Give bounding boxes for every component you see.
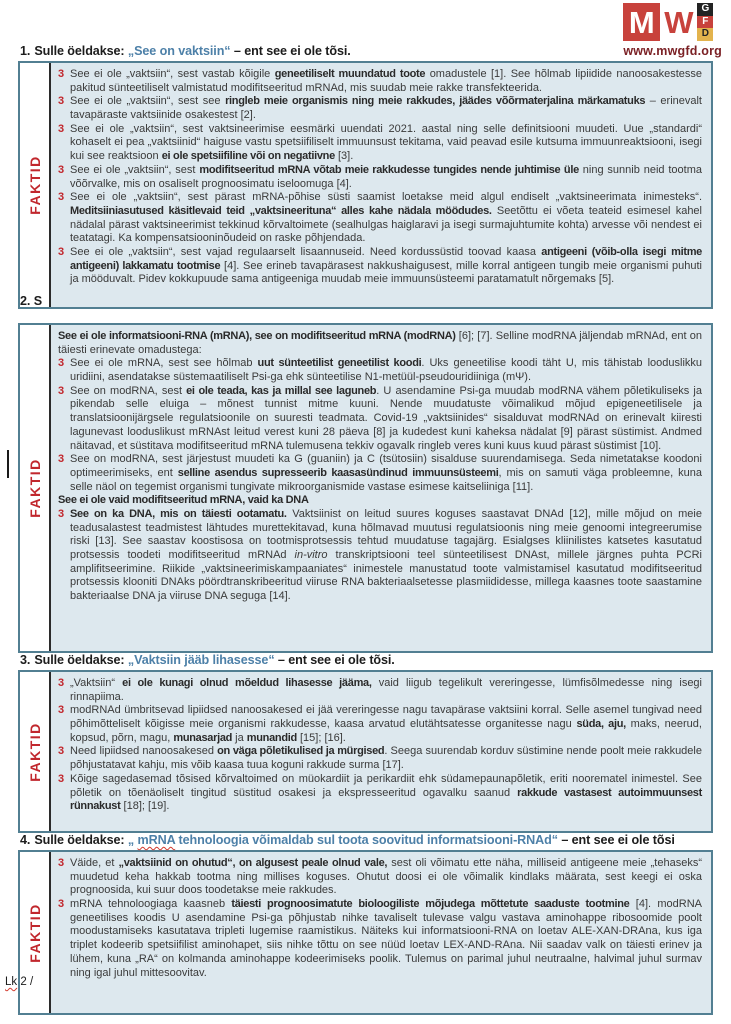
fact-item-marker: 3 [58, 772, 65, 785]
text-segment: [18]; [19]. [120, 800, 170, 813]
fact-item-marker: 3 [58, 95, 65, 108]
text-segment: ei ole spetsiifiline või on negatiivne [161, 150, 335, 163]
fact-item [58, 508, 702, 604]
facts-box-1 [18, 61, 713, 309]
fact-item [58, 745, 702, 772]
fact-item-text [70, 357, 702, 384]
heading-lead: Sulle öeldakse: [34, 833, 128, 847]
text-segment: „Vaktsiin jääb lihasesse“ [127, 653, 275, 667]
text-segment: Seetõttu ei võeta teateid esimesel kahel nädalal pärast vaktsineerimist tekkinud kõrvaltoimete (sealhulgas haiglaravi ja isegi surmajuhtumite kohta) arvesse või nendest ei teatatagi. Ka kompensatsiooninõudeid on raske põhjendada. [70, 204, 702, 245]
text-segment: Vaktsiinist on leitud suures koguses saastavat DNAd [12], mille mõjud on meie teadusalastest teadmistest lähtudes murettekitavad, kuna hõlmavad muutusi regulatsioonis ning meie genoomi integreerumise riski [13]. See saastav koostisosa on tootmisprotsessis tehtud muudatuse tagajärg. Esialgses kliinilistes katsetes kasutatud protsessis toodeti modifitseeritud mRNAd [70, 507, 702, 561]
text-segment: [4]. modRNA geneetilises koodis U asendamine Psi-ga põhjustab nihke tavaliselt tulevase valgu vastava aminohappe ribosoomide poolt moodustamiseks kasutatava tripleti lugemise raamistikus. Näiteks kui informatsiooni-RNA on loetav ALE-XAN-DRAna, kus iga triplet kodeerib spetsiifilist aminohapet, siis nihke tõttu on see nüüd loetav LEX-AND-RAna. Nii saadav valk on täiesti erinev ja lühem, kuna „RA“ on kolmanda aminohappe kodeerimiseks poolik. Tulemus on parimal juhul neutraalne, halvimal juhul surmav ning igal juhul mittesoovitav. [70, 898, 702, 979]
fact-item-text [70, 508, 702, 604]
text-cursor-artifact [7, 450, 9, 478]
fact-item [58, 246, 702, 287]
text-segment: uut sünteetilist geneetilist koodi [257, 357, 422, 370]
text-segment: . U asendamine Psi-ga muudab modRNA vähem põletikuliseks ja pikendab selle eluiga – mõnest tunnist mitme kuuni. Nende muudatuste võimalikud mõjud epigeneetilisele ja translatsioonijärgsele regulatsioonile on suuresti teadmata. Covid-19 „vaktsiinides“ sisalduvat modRNAd on erinevalt kiiresti lagunevast looduslikust mRNAst leitud verest kuni 28 päeva [8] ja kudedest kuni kaheksa nädalat [9] pärast süstimist. Andmed näitavad, et süstitava modifitseeritud mRNA tulemusena tekkiv ogavalk ringleb veres kuni kuus kuud pärast süstimist [10]. [70, 384, 702, 452]
text-segment: transkriptsiooni teel sünteetilisest DNAst, millele järgnes puhta PCRi amplifitseerimine. Riikide „vaktsineerimiskampaaniates“ inimestele manustatud toote valmistamisel kasutatud modifitseeritud protsessis klooniti DNAks pöördtranskribeeritud viiruse RNA bakteriaalsetesse plasmiididesse, millega kaasnes toote saastamine bakteriaalse DNA ja viiruse DNA seguga [14]. [70, 549, 702, 603]
fact-item-text [70, 385, 702, 453]
facts-box-content [51, 63, 711, 307]
facts-box-content [51, 672, 711, 831]
text-segment: ning sunnib neid tootma võõrvalke, mis on osaliselt prognoosimatu iseloomuga [4]. [70, 163, 702, 190]
text-segment: mRNA [137, 833, 176, 847]
text-segment: selline asendus supresseerib kaasasündinud immuunsüsteemi [177, 466, 499, 479]
text-segment: See ei ole „vaktsiin“, sest vastab kõigile [70, 68, 275, 80]
section-number: 3. [20, 653, 31, 667]
section-4-heading [20, 833, 731, 847]
text-segment: geneetiliselt muundatud toote [274, 68, 426, 80]
text-segment: See ei ole vaid modifitseeritud mRNA, vaid ka DNA [58, 494, 309, 507]
fact-item-marker: 3 [58, 68, 65, 80]
text-segment: Lk [5, 976, 18, 988]
text-segment: See ei ole informatsiooni-RNA (mRNA), see on modifitseeritud mRNA (modRNA) [58, 330, 456, 342]
fact-item-marker: 3 [58, 507, 65, 520]
text-segment: munandid [246, 731, 297, 744]
text-segment: süda, aju, [576, 718, 626, 731]
text-segment: rakkude vastasest autoimmuunsest rünnakust [70, 786, 702, 813]
fact-item [58, 704, 702, 745]
text-segment: See ei ole „vaktsiin“, sest pärast mRNA-põhise süsti saamist loetakse meid algul endiselt „vaktsineerimata inimesteks“. [70, 191, 702, 204]
fact-item-marker: 3 [58, 122, 65, 135]
text-segment: ringleb meie organismis ning meie rakkudes, jäädes võõrmaterjalina märkamatuks [225, 95, 646, 108]
heading-quote [128, 44, 231, 58]
fact-item-text [70, 677, 702, 704]
text-segment: 2 / [17, 976, 34, 988]
text-segment: ja [232, 731, 247, 744]
text-segment: See ei ole „vaktsiin“, sest vaktsineerimise eesmärki uuendati 2021. aastal ning selle definitsiooni muudeti. Uue „standardi“ kohaselt ei pea „vaktsiinid“ haiguse vastu spetsiifiliselt immuunsust tekitama, vaid peavad esile kutsuma immuunreaktsiooni, isegi kui see reaktsioon [70, 122, 702, 163]
fact-item-marker: 3 [58, 245, 65, 258]
text-segment: See ei ole „vaktsiin“, sest vajad regulaarselt lisaannuseid. Need kordussüstid toovad kaasa [70, 245, 542, 258]
text-segment: [3]. [334, 150, 354, 163]
text-segment: „ [127, 833, 138, 847]
fact-item [58, 191, 702, 246]
fact-item-text [70, 246, 702, 287]
text-segment: – erinevalt tavapäraste vaktsiinide osakestest [2]. [70, 95, 702, 122]
faktid-label: FAKTID [26, 155, 43, 215]
fact-item-marker: 3 [58, 704, 65, 717]
fact-item [58, 453, 702, 494]
text-segment: Kõige sagedasemad tõsised kõrvaltoimed on müokardiit ja perikardiit ehk südamepaunapõletik, eriti noorematel inimestel. See põletik on tõenäoliselt tingitud süstitud osakesi ja ekspresseeritud ogavalku saanud [70, 772, 702, 799]
fact-item-marker: 3 [58, 677, 65, 689]
text-segment: „vaktsiinid on ohutud“, on algusest peale olnud vale, [118, 857, 388, 869]
text-segment: omadustele [1]. See hõlmab lipiidide nanoosakestesse pakitud sünteetiliselt valmistatud modifitseeritud mRNAd, mis suudab meie rakke transfekteerida. [70, 68, 702, 94]
text-segment: Meditsiiniasutused käsitlevaid teid „vaktsineerituna“ alles kahe nädala möödudes. [70, 204, 492, 217]
mwgfd-logo [623, 3, 722, 58]
text-segment: See ei ole mRNA, sest see hõlmab [70, 357, 258, 370]
fact-item [58, 164, 702, 191]
spacer [0, 309, 731, 315]
text-segment: See on ka DNA, mis on täiesti ootamatu. [70, 507, 287, 520]
text-segment: [4]. See erineb tavapärasest nakkushaigusest, mille korral antigeen tungib meie organismi puhuti ja mööduvalt. Pidev kokkupuude sama antigeeniga muudab meie immuunsüsteemi paratamatult nõrgemaks [5]. [70, 259, 702, 286]
fact-item-marker: 3 [58, 898, 65, 911]
heading-quote [128, 833, 558, 847]
page-number [5, 976, 33, 988]
fact-item [58, 68, 702, 95]
mwgfd-logo-letters [623, 3, 722, 41]
fact-item [58, 773, 702, 814]
text-segment: See on modRNA, sest järjestust muudeti ka G (guaniin) ja C (tsütosiin) sisalduse suurendamisega. Seda nimetatakse koodoni optimeerimiseks, ent [70, 453, 702, 479]
logo-letter-w: W [660, 3, 697, 41]
fact-item [58, 385, 702, 453]
faktid-label: FAKTID [26, 721, 43, 782]
section-number: 4. [20, 833, 31, 847]
fact-paragraph [58, 494, 702, 508]
fact-item-marker: 3 [58, 384, 65, 397]
fact-item [58, 857, 702, 898]
text-segment: [6]; [7]. Selline modRNA jäljendab mRNAd, ent on täiesti erinevate omadustega: [58, 330, 702, 356]
section-2-heading-truncated: 2. S [20, 294, 43, 308]
fact-item-text [70, 68, 702, 95]
heading-lead: Sulle öeldakse: [34, 44, 128, 58]
fact-item-marker: 3 [58, 745, 65, 758]
fact-item-marker: 3 [58, 163, 65, 176]
logo-letter-m: M [623, 3, 660, 41]
facts-box-content [51, 325, 711, 651]
fact-item-text [70, 704, 702, 745]
faktid-sidebar [20, 325, 51, 651]
heading-tail: – ent see ei ole tõsi. [230, 44, 351, 58]
logo-letter-d: D [697, 28, 713, 41]
text-segment: maks, neerud, kopsud, põrn, magu, [70, 718, 702, 744]
text-segment: täiesti prognoosimatute bioloogiliste mõjudega mõttetute saaduste tootmine [231, 898, 630, 911]
mwgfd-url[interactable]: www.mwgfd.org [623, 44, 722, 58]
faktid-sidebar [20, 672, 51, 831]
facts-box-4 [18, 850, 713, 1015]
text-segment: See on modRNA, sest [70, 384, 187, 397]
text-segment: „See on vaktsiin“ [127, 44, 231, 58]
text-segment: Väide, et [70, 857, 119, 869]
faktid-label: FAKTID [26, 902, 43, 963]
text-segment: antigeeni (võib-olla isegi mitme antigeeni) lakkamatu tootmise [70, 245, 702, 272]
fact-item-text [70, 191, 702, 246]
heading-lead: Sulle öeldakse: [34, 653, 128, 667]
facts-box-2 [18, 323, 713, 653]
text-segment: . Seega suurendab korduv süstimine nende poolt meie rakkudele põhjustatavat kahju, mis võib kaasa tuua koguni rakkude surma [17]. [70, 745, 702, 772]
text-segment: , mis on samuti väga probleemne, kuna selle näol on tegemist organismi tungivate mikroorganismide vastase esimese kaitseliiniga [11]. [70, 466, 702, 493]
fact-item-text [70, 95, 702, 122]
text-segment: vaid liigub tegelikult vereringesse, lümfisõlmedesse ning isegi rinnapiima. [70, 677, 702, 703]
text-segment: mRNA tehnoloogiaga kaasneb [70, 898, 232, 911]
text-segment: tehnoloogia võimaldab sul toota soovitud informatsiooni-RNAd“ [175, 833, 558, 847]
heading-tail: – ent see ei ole tõsi. [274, 653, 395, 667]
fact-item-text [70, 453, 702, 494]
fact-item [58, 357, 702, 384]
fact-item-marker: 3 [58, 857, 65, 869]
fact-item [58, 677, 702, 704]
fact-item-text [70, 745, 702, 772]
fact-item-text [70, 857, 702, 898]
text-segment: [15]; [16]. [296, 731, 346, 744]
fact-item [58, 123, 702, 164]
text-segment: See ei ole „vaktsiin“, sest see [70, 95, 226, 108]
logo-letter-f: F [697, 16, 713, 29]
fact-item [58, 898, 702, 980]
heading-quote [128, 653, 275, 667]
text-segment: ei ole teada, kas ja millal see laguneb [186, 384, 377, 397]
fact-item-marker: 3 [58, 453, 65, 466]
text-segment: See ei ole „vaktsiin“, sest [70, 163, 200, 176]
text-segment: sest oli võimatu ette näha, milliseid antigeene meie „tehaseks“ muudetud keha hakkab tootma ning millises koguses. Ohutut doosi ei ole võimalik kindlaks määrata, sest keegi ei oska prognoosida, kui suur doos toodetakse meie rakkudes. [70, 857, 702, 897]
fact-item-text [70, 123, 702, 164]
section-3-heading [20, 653, 731, 667]
text-segment: „Vaktsiin“ [70, 677, 123, 689]
fact-item [58, 95, 702, 122]
text-segment: . Uks geneetilise koodi täht U, mis tähistab looduslikku uridiini, asendatakse süstemaatiliselt Psi-ga ehk sünteetilise N1-metüül-pseudouridiiniga (mΨ). [70, 357, 703, 384]
fact-item-text [70, 773, 702, 814]
heading-tail: – ent see ei ole tõsi [557, 833, 675, 847]
facts-box-3 [18, 670, 713, 833]
text-segment: munasarjad [173, 731, 233, 744]
faktid-label: FAKTID [26, 458, 43, 518]
logo-letter-g: G [697, 3, 713, 16]
section-number: 1. [20, 44, 31, 58]
fact-item-marker: 3 [58, 191, 65, 204]
text-segment: in-vitro [294, 549, 328, 561]
text-segment: ei ole kunagi olnud mõeldud lihasesse jääma, [122, 677, 372, 689]
fact-item-text [70, 164, 702, 191]
text-segment: modRNAd ümbritsevad lipiidsed nanoosakesed ei jää vereringesse nagu tavapärase vaktsiini korral. Selle asemel tungivad need põhimõtteliselt kõigisse meie organismi rakkudesse, kaasa arvatud elutähtsatesse organitesse nagu [70, 704, 702, 731]
text-segment: Need lipiidsed nanoosakesed [70, 745, 218, 758]
fact-paragraph [58, 330, 702, 357]
fact-item-marker: 3 [58, 357, 65, 370]
text-segment: modifitseeritud mRNA võtab meie rakkudesse tungides nende juhtimise üle [199, 163, 579, 176]
faktid-sidebar [20, 63, 51, 307]
facts-box-content [51, 852, 711, 1013]
text-segment: on väga põletikulised ja mürgised [217, 745, 385, 758]
logo-gfd-stack [697, 3, 713, 41]
fact-item-text [70, 898, 702, 980]
faktid-sidebar [20, 852, 51, 1013]
